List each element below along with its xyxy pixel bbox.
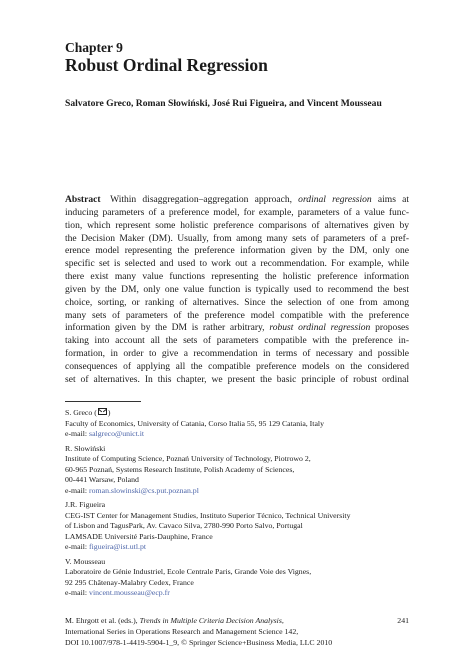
abstract-text: information given by the DM is rather arbitrary, [65,322,265,334]
email-line [65,486,409,497]
affiliation-line: CEG-IST Center for Management Studies, Instituto Superior Técnico, Technical University [65,510,351,520]
affiliation-block [65,500,409,553]
abstract-emphasis: ordinal regression [298,194,372,205]
affiliation-block [65,557,409,599]
author-name-line [65,557,409,568]
affiliations [65,408,409,603]
abstract-text: choice, sorting, or ranking of alternatives. Since the selection of one from among [65,296,409,308]
abstract-line [65,207,409,220]
author-name: R. Słowiński [65,443,106,453]
abstract-line [65,310,409,323]
abstract-line [65,220,409,233]
abstract-line [65,297,409,310]
abstract-text: specific set is selected and used to work out a recommendation. For example, while [65,258,409,270]
page-number: 241 [397,616,409,625]
affiliation-line: Institute of Computing Science, Poznań University of Technology, Piotrowo 2, [65,454,311,463]
email-link[interactable]: roman.slowinski@cs.put.poznan.pl [89,485,199,495]
envelope-icon [98,408,107,415]
author-name: J.R. Figueira [65,500,106,509]
affiliation-line: of Lisbon and TagusPark, Av. Cavaco Silva, 2780-990 Porto Salvo, Portugal [65,521,303,530]
abstract-line [65,335,409,348]
affiliation-block [65,444,409,497]
abstract-emphasis: robust ordinal regression [269,322,371,334]
abstract [65,194,409,387]
abstract-text: the Decision Maker (DM). Usually, from among many sets of parameters of a pref- [65,232,409,244]
abstract-text: given by the DM, only one value function is typically used to recommend the best [65,283,409,295]
abstract-text: there exist many value functions representing the holistic preference information [65,271,409,283]
affiliation-line: Laboratoire de Génie Industriel, Ecole Centrale Paris, Grande Voie des Vignes, [65,567,312,576]
footnote-rule [65,401,141,402]
footer-editors: M. Ehrgott et al. (eds.), [65,616,138,625]
footer-book-title: Trends in Multiple Criteria Decision Analysis, [139,616,284,625]
footer-line-1 [65,616,409,627]
affiliation-line: 60-965 Poznań, Systems Research Institute, Polish Academy of Sciences, [65,464,295,474]
abstract-text: many sets of parameters of the preference model compatible with the preference [65,309,409,321]
abstract-text: consequences of applying all the compatible preference models on the considered [65,360,409,372]
abstract-label: Abstract [65,194,101,205]
author-list: Salvatore Greco, Roman Słowiński, José Rui Figueira, and Vincent Mousseau [65,98,382,109]
chapter-title: Robust Ordinal Regression [65,55,268,75]
email-link[interactable]: figueira@ist.utl.pt [89,542,147,551]
abstract-line [65,322,409,335]
footer-line-3: DOI 10.1007/978-1-4419-5904-1_9, © Springer Science+Business Media, LLC 2010 [65,637,333,647]
abstract-text: inducing parameters of a preference model, for example, parameters of a value func- [65,206,409,218]
email-line [65,588,409,599]
author-name-line: S. Greco ( ) [65,408,111,417]
footer-line-2: International Series in Operations Research and Management Science 142, [65,626,299,636]
abstract-text: tion, which represent some holistic preference comparisons of alternatives given by [65,219,409,231]
abstract-text: Within disaggregation–aggregation approach, [110,194,292,205]
affiliation-block [65,408,409,440]
abstract-text: formation, in order to give a recommendation in terms of necessary and possible [65,348,409,360]
email-line [65,542,409,553]
abstract-line [65,194,409,207]
abstract-text: taking into account all the sets of parameters compatible with the preference in- [65,335,409,347]
email-label: e-mail: [65,542,88,551]
page [65,0,409,670]
abstract-line [65,245,409,258]
abstract-line [65,258,409,271]
email-label: e-mail: [65,429,88,438]
chapter-number: Chapter 9 [65,40,123,55]
abstract-line [65,271,409,284]
affiliation-line: LAMSADE Université Paris-Dauphine, France [65,531,213,541]
abstract-line [65,361,409,374]
abstract-line [65,233,409,246]
abstract-line [65,374,409,387]
email-link[interactable]: salgreco@unict.it [89,429,145,438]
email-link[interactable]: vincent.mousseau@ecp.fr [89,588,170,597]
abstract-text: set of alternatives. In this chapter, we present the basic principle of robust ordinal [65,373,409,385]
abstract-line [65,348,409,361]
author-name-line [65,444,409,455]
abstract-text: aims at [377,194,410,205]
author-name: V. Mousseau [65,556,106,566]
author-name: S. Greco [65,408,93,417]
abstract-text: erence model representing the preference information given by the DM, only one [65,245,409,257]
publication-footer [65,616,409,648]
email-label: e-mail: [65,588,88,597]
email-label: e-mail: [65,485,88,495]
abstract-line [65,284,409,297]
affiliation-line: 92 295 Châtenay-Malabry Cedex, France [65,577,194,587]
affiliation-line: 00-441 Warsaw, Poland [65,475,139,484]
abstract-text: proposes [375,322,410,334]
email-line [65,429,409,440]
author-name-line [65,500,409,511]
affiliation-line: Faculty of Economics, University of Catania, Corso Italia 55, 95 129 Catania, Italy [65,418,324,428]
